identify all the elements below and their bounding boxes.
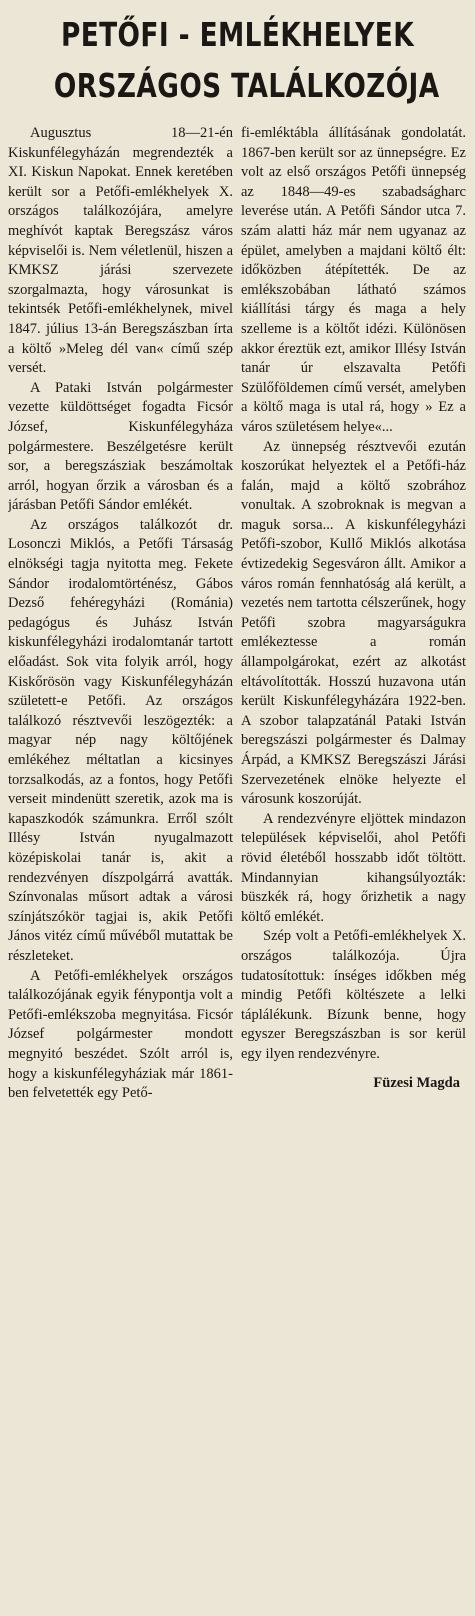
headline-line-1: PETŐFI - EMLÉKHELYEK <box>60 15 415 54</box>
article-column-right <box>241 124 466 1604</box>
paragraph: fi-emléktábla állításának gondolatát. 1867-ben került sor az ünnepségre. Ez volt az első országos Petőfi ünnepség az 1848—49-es szabadságharc leverése után. A Petőfi Sándor utca 7. szám alatti ház már nem ugyanaz az épület, amelyben a majdani költő élt: időközben átépítették. De az emlékszobában látható számos kiállítási tárgy és maga a hely szelleme is a költőt idézi. Különösen akkor éreztük ezt, amikor Illésy István tanár úr elszavalta Petőfi Szülőföldemen című versét, amelyben a költő maga is utal rá, hogy » Ez a város születésem helye«... <box>241 125 466 435</box>
paragraph: A rendezvényre eljöttek mindazon települések képviselői, ahol Petőfi rövid életéből hosszabb időt töltött. Mindannyian kihangsúlyozták: büszkék rá, hogy őrizhetik a nagy költő emlékét. <box>241 810 466 925</box>
paragraph: Augusztus 18—21-én Kiskunfélegyházán megrendezték a XI. Kiskun Napokat. Ennek keretében került sor a Petőfi-emlékhelyek X. országos találkozójára, amelyre meghívót kaptak Beregszász város képviselői is. Nem véletlenül, hiszen a KMKSZ járási szervezete szorgalmazta, hogy városunkat is tekintsék Petőfi-emlékhelynek, mivel 1847. július 13-án Beregszászban írta a költő »Meleg dél van« című szép versét. <box>8 125 233 377</box>
paragraph: Az ünnepség résztvevői ezután koszorúkat helyeztek el a Petőfi-ház falán, majd a költő szobrához vonultak. A szobroknak is megvan a maguk sorsa... A kiskunfélegyházi Petőfi-szobor, Kullő Miklós alkotása évtizedekig Segesváron állt. Amikor a város román fennhatóság alá került, a vezetés nem tartotta célszerűnek, hogy Petőfi szobra magyarságukra emlékeztesse a román állampolgárokat, ezért az alkotást eltávolították. Hosszú huzavona után került Kiskunfélegyházára 1922-ben. A szobor talapzatánál Pataki István beregszászi polgármester és Dalmay Árpád, a KMKSZ Beregszászi Járási Szervezetének elnöke helyezte el városunk koszorúját. <box>241 438 466 808</box>
paragraph: A Petőfi-emlékhelyek országos találkozójának egyik fénypontja volt a Petőfi-emlékszoba megnyitása. Ficsór József polgármester mondott megnyitó beszédet. Szólt arról is, hogy a kiskunfélegyháziak már 1861-ben felvetették egy Pető- <box>8 967 233 1102</box>
paragraph: Szép volt a Petőfi-emlékhelyek X. országos találkozója. Újra tudatosítottuk: ínséges időkben még mindig Petőfi költészete a lelki táplálékunk. Bízunk benne, hogy egyszer Beregszászban is sor kerül egy ilyen rendezvényre. <box>241 928 466 1062</box>
article-column-left <box>8 124 233 1604</box>
paragraph: A Pataki István polgármester vezette küldöttséget fogadta Ficsór József, Kiskunfélegyháza polgármestere. Beszélgetésre került sor, a beregszásziak beszámoltak arról, hogyan őrzik a városban és a járásban Petőfi Sándor emlékét. <box>8 379 233 514</box>
author-signature: Füzesi Magda <box>373 1074 460 1091</box>
headline-line-2: ORSZÁGOS TALÁLKOZÓJA <box>53 66 440 105</box>
article-body <box>8 124 467 1604</box>
paragraph: Az országos találkozót dr. Losonczi Miklós, a Petőfi Társaság elnökségi tagja nyitotta meg. Fekete Sándor irodalomtörténész, Gábos Dezső fehéregyházi (Románia) pedagógus és Juhász István kiskunfélegyházi irodalomtanár tartott előadást. Sok vita folyik arról, hogy Kiskőrösön vagy Kiskunfélegyházán született-e Petőfi. Az országos találkozó résztvevői leszögezték: a magyar nép nagy költőjének emlékéhez méltatlan a kicsinyes torzsalkodás, az a fontos, hogy Petőfi verseit mindenütt szeretik, azok ma is kapaszkodók számunkra. Erről szólt Illésy István nyugalmazott középiskolai tanár is, akit a rendezvényen díszpolgárrá avatták. Színvonalas műsort adtak a városi színjátszókör tagjai is, akik Petőfi János vitéz című művéből mutattak be részleteket. <box>8 516 233 964</box>
